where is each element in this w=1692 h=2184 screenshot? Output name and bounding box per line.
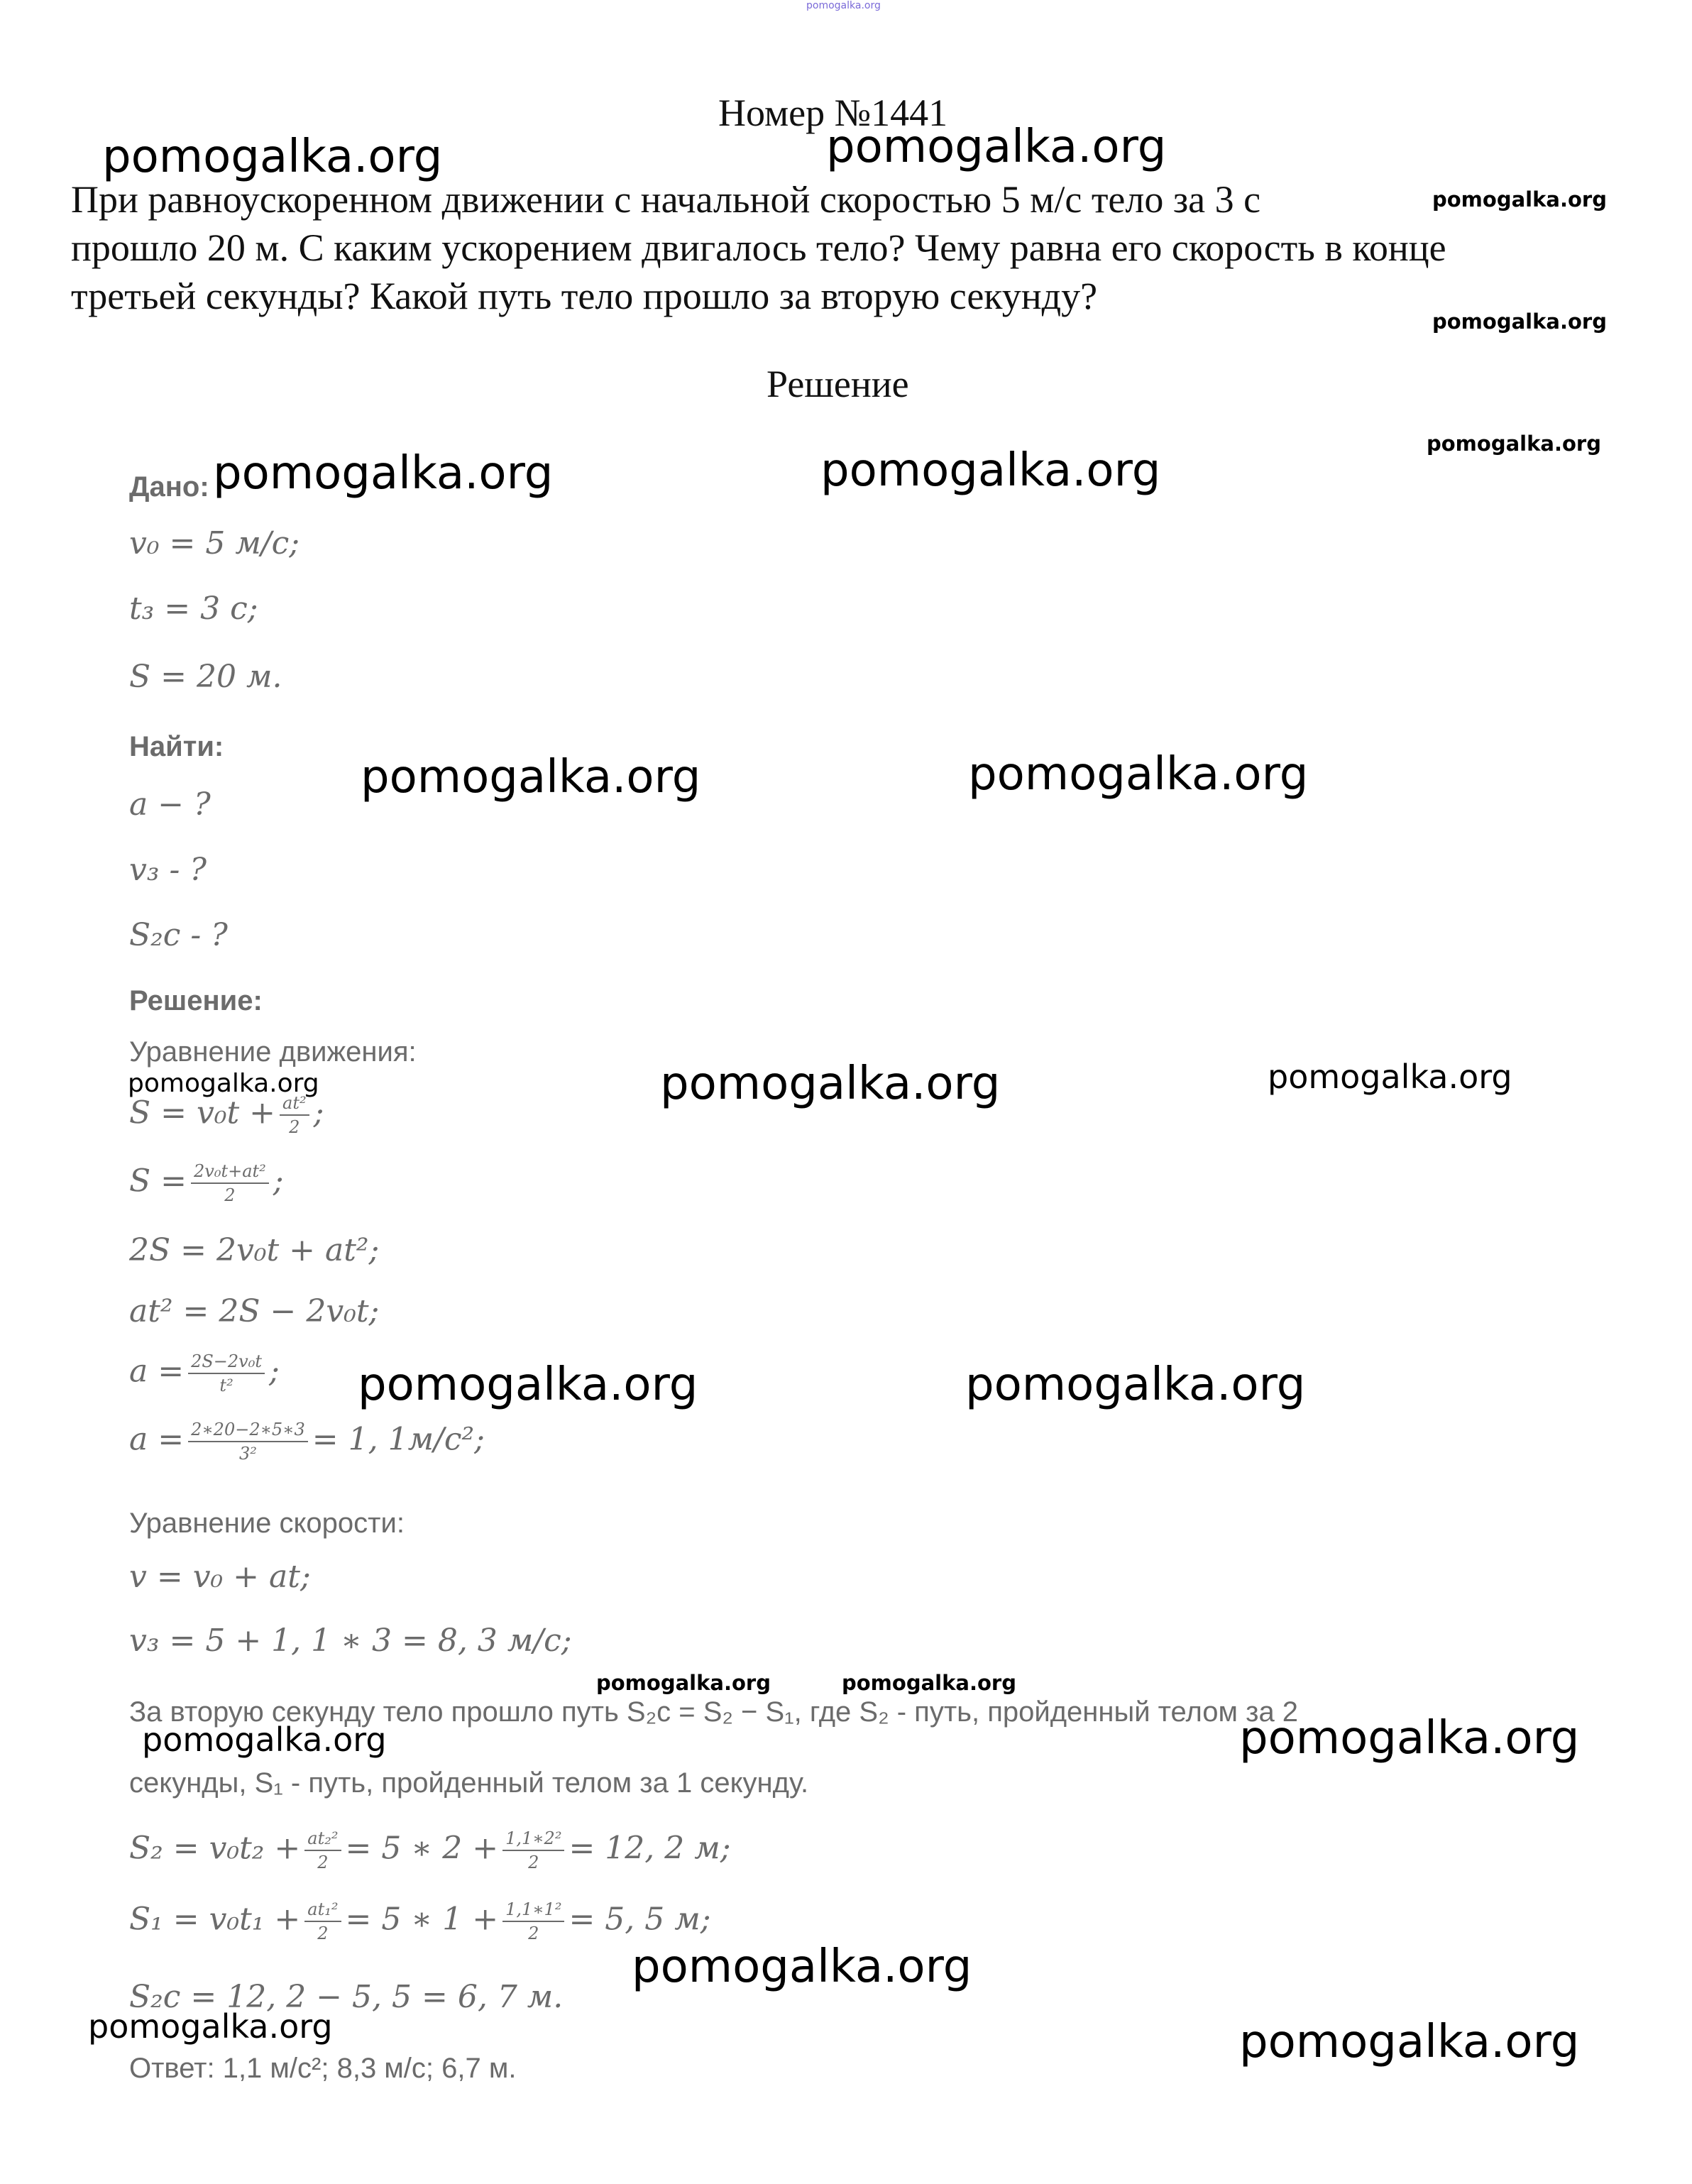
given-item: t₃ = 3 с; <box>129 591 258 627</box>
equation: v = v₀ + at; <box>129 1559 311 1595</box>
watermark: pomogalka.org <box>1239 1712 1580 1765</box>
equation: v₃ = 5 + 1, 1 ∗ 3 = 8, 3 м/с; <box>129 1623 572 1659</box>
problem-line: При равноускоренном движении с начальной скоростью 5 м/с тело за 3 с <box>71 178 1261 221</box>
given-item: S = 20 м. <box>129 659 282 695</box>
find-label: Найти: <box>129 731 224 762</box>
equation: a = $\frac{2∗20-2∗5∗3}{\text{3²}}$ = 1, 1м/с²; <box>129 1420 485 1464</box>
watermark: pomogalka.org <box>1427 432 1601 456</box>
watermark: pomogalka.org <box>358 1359 698 1411</box>
watermark: pomogalka.org <box>102 131 443 183</box>
watermark: pomogalka.org <box>820 444 1161 497</box>
watermark: pomogalka.org <box>361 751 701 803</box>
watermark: pomogalka.org <box>968 748 1309 801</box>
equation: S₂c = 12, 2 − 5, 5 = 6, 7 м. <box>129 1979 564 2015</box>
watermark: pomogalka.org <box>88 2007 333 2046</box>
motion-eq-label: Уравнение движения: <box>129 1036 417 1068</box>
equation: 2S = 2v₀t + at²; <box>129 1232 380 1268</box>
watermark: pomogalka.org <box>632 1941 972 1993</box>
explanation-line: секунды, S₁ - путь, пройденный телом за 1 секунду. <box>129 1767 809 1799</box>
equation: S₁ = v₀t₁ + $\frac{\text{at₁²}}{2}$ = 5 ∗ 1 + $\frac{\text{1,1∗1²}}{2}$ = 5, 5 м; <box>129 1899 711 1943</box>
watermark: pomogalka.org <box>1239 2016 1580 2068</box>
solution-heading: Решение <box>767 363 909 405</box>
equation: S₂ = v₀t₂ + $\frac{\text{at₂²}}{2}$ = 5 ∗ 2 + $\frac{\text{1,1∗2²}}{2}$ = 12, 2 м; <box>129 1828 731 1872</box>
solution-label: Решение: <box>129 985 263 1016</box>
equation: S = v₀t + $\frac{\text{at²}}{2}$ ; <box>129 1093 324 1137</box>
page-title: Номер №1441 <box>718 92 948 134</box>
problem-line: прошло 20 м. С каким ускорением двигалось тело? Чему равна его скорость в конце <box>71 226 1446 269</box>
watermark: pomogalka.org <box>826 121 1167 173</box>
watermark: pomogalka.org <box>842 1671 1016 1695</box>
given-label: Дано: <box>129 471 209 503</box>
given-item: v₀ = 5 м/с; <box>129 525 300 561</box>
equation: a = $\frac{\text{2S−2v₀t}}{\text{t²}}$ ; <box>129 1351 280 1395</box>
find-item: S₂c - ? <box>129 917 228 953</box>
watermark: pomogalka.org <box>965 1359 1306 1411</box>
equation: S = $\frac{\text{2v₀t+at²}}{2}$ ; <box>129 1161 284 1205</box>
watermark: pomogalka.org <box>660 1058 1001 1110</box>
problem-line: третьей секунды? Какой путь тело прошло за вторую секунду? <box>71 275 1098 317</box>
watermark: pomogalka.org <box>596 1671 771 1695</box>
watermark: pomogalka.org <box>213 447 554 500</box>
find-item: a − ? <box>129 786 211 823</box>
answer: Ответ: 1,1 м/с²; 8,3 м/с; 6,7 м. <box>129 2053 517 2084</box>
explanation-line: За вторую секунду тело прошло путь S₂c = S₂ − S₁, где S₂ - путь, пройденный телом за 2 <box>129 1696 1299 1728</box>
speed-eq-label: Уравнение скорости: <box>129 1508 405 1539</box>
header-watermark: pomogalka.org <box>806 0 881 11</box>
watermark: pomogalka.org <box>1432 187 1607 212</box>
watermark: pomogalka.org <box>142 1721 387 1759</box>
equation: at² = 2S − 2v₀t; <box>129 1293 380 1329</box>
watermark: pomogalka.org <box>128 1069 319 1098</box>
watermark: pomogalka.org <box>1432 309 1607 334</box>
find-item: v₃ - ? <box>129 852 207 888</box>
watermark: pomogalka.org <box>1268 1058 1512 1096</box>
